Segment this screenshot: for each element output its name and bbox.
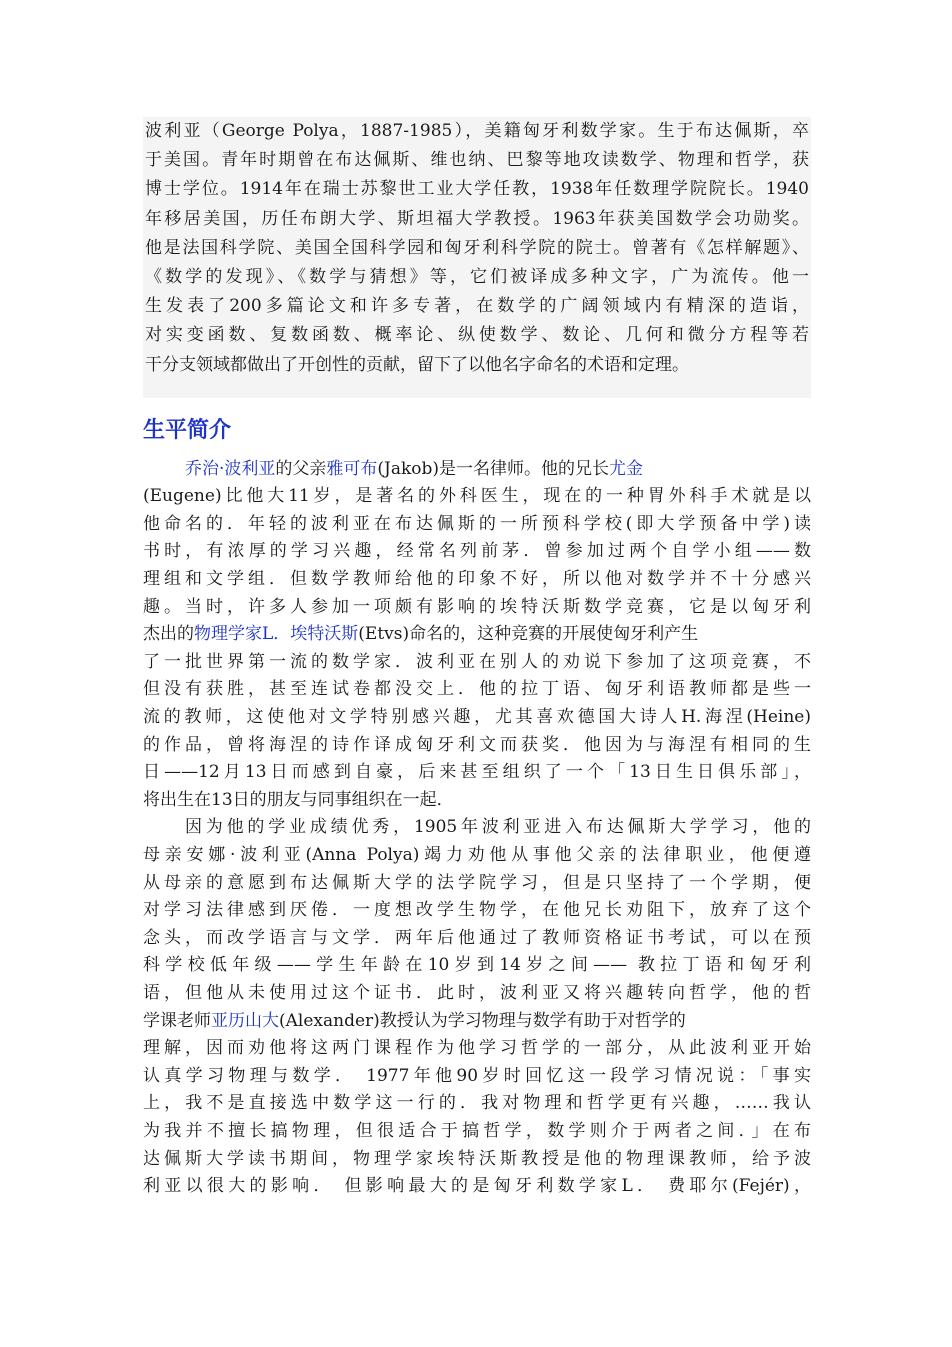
- intro-line: 波利亚（George Polya，1887-1985），美籍匈牙利数学家。生于布达佩斯，卒: [145, 121, 809, 141]
- bio-line: 理解，因而劝他将这两门课程作为他学习哲学的一部分，从此波利亚开始: [143, 1038, 811, 1059]
- bio-line: 利亚以很大的影响． 但影响最大的是匈牙利数学家L． 费耶尔(Fejér)，: [143, 1176, 811, 1197]
- bio-text: (Jakob)是一名律师。他的兄长: [377, 458, 610, 479]
- section-title: 生平简介: [143, 417, 232, 443]
- bio-line: 念头，而改学语言与文学．两年后他通过了教师资格证书考试，可以在预: [143, 927, 811, 948]
- bio-text: (Alexander)教授认为学习物理与数学有助于对哲学的: [279, 1010, 686, 1031]
- bio-line: 理组和文学组．但数学教师给他的印象不好，所以他对数学并不十分感兴: [143, 569, 811, 590]
- bio-line: 从母亲的意愿到布达佩斯大学的法学院学习，但是只坚持了一个学期，便: [143, 872, 811, 893]
- bio-line: [143, 1008, 811, 1036]
- link-jakob[interactable]: 雅可布: [326, 458, 378, 479]
- intro-line: 于美国。青年时期曾在布达佩斯、维也纳、巴黎等地攻读数学、物理和哲学，获: [145, 150, 809, 171]
- bio-line: 流的教师，这使他对文学特别感兴趣，尤其喜欢德国大诗人H.海涅(Heine): [143, 707, 811, 728]
- link-physicist-eotvos[interactable]: 物理学家L．埃特沃斯: [194, 624, 359, 645]
- intro-line: 生发表了200多篇论文和许多专著，在数学的广阔领域内有精深的造诣，: [145, 296, 809, 317]
- bio-line: 科学校低年级——学生年龄在10岁到14岁之间—— 教拉丁语和匈牙利: [143, 955, 811, 976]
- intro-line: 《数学的发现》、《数学与猜想》等，它们被译成多种文字，广为流传。他一: [145, 266, 809, 287]
- bio-line: (Eugene)比他大11岁，是著名的外科医生，现在的一种胃外科手术就是以: [143, 486, 811, 507]
- bio-line: 达佩斯大学读书期间，物理学家埃特沃斯教授是他的物理课教师，给予波: [143, 1148, 811, 1169]
- bio-line: 语，但他从未使用过这个证书．此时，波利亚又将兴趣转向哲学，他的哲: [143, 982, 811, 1003]
- bio-text: 的父亲: [275, 458, 327, 479]
- bio-text: 杰出的: [143, 624, 194, 645]
- intro-line: 博士学位。1914年在瑞士苏黎世工业大学任教，1938年任数理学院院长。1940: [145, 179, 809, 200]
- bio-text: (Etvs)命名的，这种竞赛的开展使匈牙利产生: [358, 624, 699, 645]
- bio-line: 趣。当时，许多人参加一项颇有影响的埃特沃斯数学竞赛，它是以匈牙利: [143, 596, 811, 617]
- bio-line: 日——12月13日而感到自豪，后来甚至组织了一个「13日生日俱乐部」，: [143, 762, 811, 783]
- bio-line: 认真学习物理与数学． 1977年他90岁时回忆这一段学习情况说：「事实: [143, 1065, 811, 1086]
- bio-line: [143, 621, 811, 649]
- intro-line: 对实变函数、复数函数、概率论、纵使数学、数论、几何和微分方程等若: [145, 325, 809, 346]
- bio-line: 为我并不擅长搞物理，但很适合于搞哲学，数学则介于两者之间．」在布: [143, 1120, 811, 1141]
- bio-line: 上，我不是直接选中数学这一行的．我对物理和哲学更有兴趣，……我认: [143, 1093, 811, 1114]
- intro-line: 他是法国科学院、美国全国科学园和匈牙利科学院的院士。曾著有《怎样解题》、: [145, 237, 809, 258]
- bio-line: 但没有获胜，甚至连试卷都没交上．他的拉丁语、匈牙利语教师都是些一: [143, 679, 811, 700]
- document-content: [143, 117, 811, 1201]
- intro-line: 干分支领域都做出了开创性的贡献，留下了以他名字命名的术语和定理。: [145, 354, 689, 375]
- bio-line: 对学习法律感到厌倦．一度想改学生物学，在他兄长劝阻下，放弃了这个: [143, 900, 811, 921]
- bio-line: 他命名的．年轻的波利亚在布达佩斯的一所预科学校(即大学预备中学)读: [143, 513, 811, 534]
- link-george-polya[interactable]: 乔治·波利亚: [185, 458, 276, 479]
- bio-line: [143, 456, 811, 484]
- bio-line: 母亲安娜·波利亚(Anna Polya)竭力劝他从事他父亲的法律职业，他便遵: [143, 845, 811, 865]
- intro-summary-block: [143, 117, 811, 398]
- bio-text: 学课老师: [143, 1010, 211, 1031]
- bio-line: 将出生在13日的朋友与同事组织在一起．: [143, 789, 454, 810]
- link-eugene[interactable]: 尤金: [609, 458, 644, 479]
- bio-line: 的作品，曾将海涅的诗作译成匈牙利文而获奖．他因为与海涅有相同的生: [143, 734, 811, 755]
- intro-line: 年移居美国，历任布朗大学、斯坦福大学教授。1963年获美国数学会功勋奖。: [145, 208, 809, 229]
- link-alexander[interactable]: 亚历山大: [211, 1010, 279, 1031]
- bio-line: 了一批世界第一流的数学家．波利亚在别人的劝说下参加了这项竞赛，不: [143, 651, 811, 672]
- bio-line: 因为他的学业成绩优秀，1905年波利亚进入布达佩斯大学学习，他的: [185, 817, 811, 838]
- bio-line: 书时，有浓厚的学习兴趣，经常名列前茅．曾参加过两个自学小组——数: [143, 541, 811, 562]
- biography-body: [143, 456, 811, 1201]
